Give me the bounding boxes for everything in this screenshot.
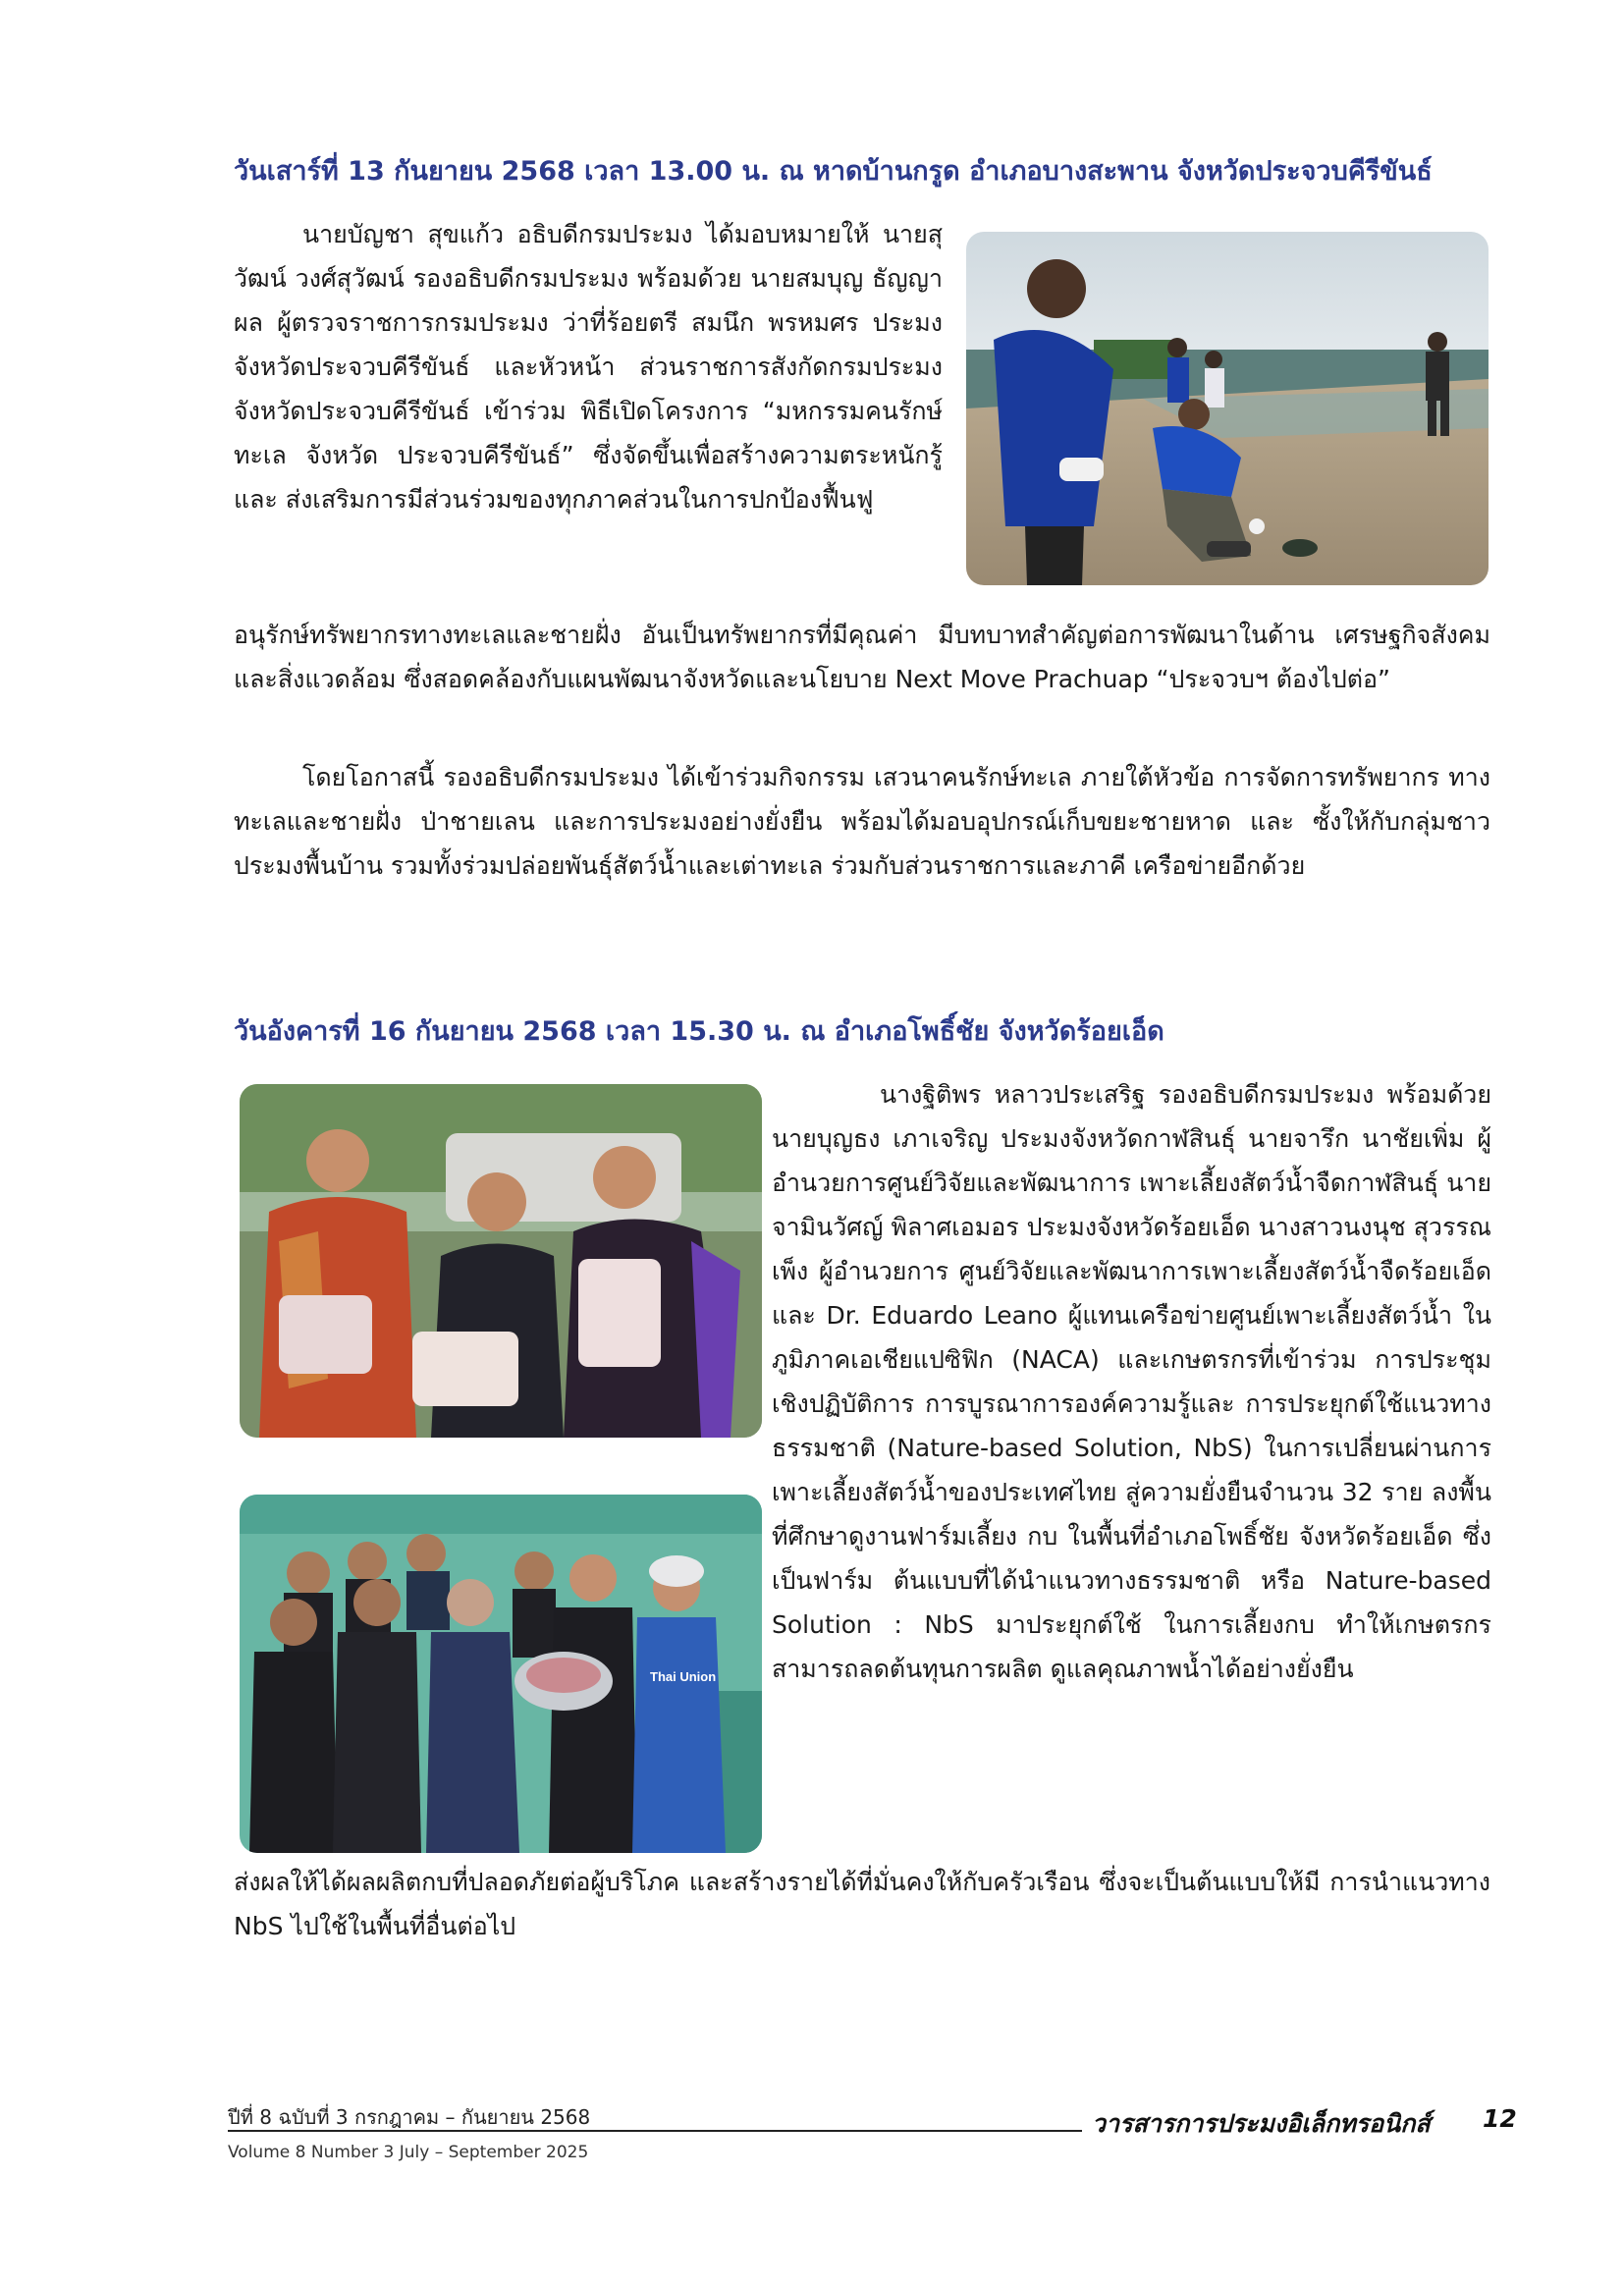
section1-paragraph1-bottom: อนุรักษ์ทรัพยากรทางทะเลและชายฝั่ง อันเป็นทรัพยากรที่มีคุณค่า มีบทบาทสำคัญต่อการพัฒนาในด้าน เศรษฐกิจสังคม และสิ่งแวดล้อม ซึ่งสอดคล้องกับแผนพัฒนาจังหวัดและนโยบาย Next Move Prachuap “ประจวบฯ ต้องไปต่อ” — [234, 621, 1490, 693]
page-number: 12 — [1483, 2104, 1517, 2133]
footer-issue-english: Volume 8 Number 3 July – September 2025 — [228, 2143, 589, 2162]
section2-heading: วันอังคารที่ 16 กันยายน 2568 เวลา 15.30 น. ณ อำเภอโพธิ์ชัย จังหวัดร้อยเอ็ด — [234, 1016, 1164, 1047]
footer-divider — [228, 2130, 1082, 2132]
section2-paragraph-top: นางฐิติพร หลาวประเสริฐ รองอธิบดีกรมประมง พร้อมด้วย นายบุญธง เภาเจริญ ประมงจังหวัดกาฬสินธุ์ นายจารึก นาชัยเพิ่ม ผู้อำนวยการศูนย์วิจัยและพัฒนาการ เพาะเลี้ยงสัตว์น้ำจืดกาฬสินธุ์ นายจามินวัศญ์ พิลาศเอมอร ประมงจังหวัดร้อยเอ็ด นางสาวนงนุช สุวรรณเพ็ง ผู้อำนวยการ ศูนย์วิจัยและพัฒนาการเพาะเลี้ยงสัตว์น้ำจืดร้อยเอ็ด และ Dr. Eduardo Leano ผู้แทนเครือข่ายศูนย์เพาะเลี้ยงสัตว์น้ำ ในภูมิภาคเอเชียแปซิฟิก (NACA) และเกษตรกรที่เข้าร่วม การประชุมเชิงปฏิบัติการ การบูรณาการองค์ความรู้และ การประยุกต์ใช้แนวทางธรรมชาติ (Nature-based Solution, NbS) ในการเปลี่ยนผ่านการเพาะเลี้ยงสัตว์น้ำของประเทศไทย สู่ความยั่งยืนจำนวน 32 ราย ลงพื้นที่ศึกษาดูงานฟาร์มเลี้ยง กบ ในพื้นที่อำเภอโพธิ์ชัย จังหวัดร้อยเอ็ด ซึ่งเป็นฟาร์ม ต้นแบบที่ได้นำแนวทางธรรมชาติ หรือ Nature-based Solution : NbS มาประยุกต์ใช้ ในการเลี้ยงกบ ทำให้เกษตรกร สามารถลดต้นทุนการผลิต ดูแลคุณภาพน้ำได้อย่างยั่งยืน — [772, 1080, 1491, 1683]
apron-logo-text: Thai Union — [650, 1669, 717, 1684]
section1-heading: วันเสาร์ที่ 13 กันยายน 2568 เวลา 13.00 น. ณ หาดบ้านกรูด อำเภอบางสะพาน จังหวัดประจวบคีรีขันธ์ — [234, 156, 1433, 187]
footer-journal-name: วารสารการประมงอิเล็กทรอนิกส์ — [1092, 2109, 1431, 2138]
footer-issue — [228, 2101, 590, 2162]
section1-paragraph2: โดยโอกาสนี้ รองอธิบดีกรมประมง ได้เข้าร่วมกิจกรรม เสวนาคนรักษ์ทะเล ภายใต้หัวข้อ การจัดการทรัพยากร ทางทะเลและชายฝั่ง ป่าชายเลน และการประมงอย่างยั่งยืน พร้อมได้มอบอุปกรณ์เก็บขยะชายหาด และ ซั้งให้กับกลุ่มชาวประมงพื้นบ้าน รวมทั้งร่วมปล่อยพันธุ์สัตว์น้ำและเต่าทะเล ร่วมกับส่วนราชการและภาคี เครือข่ายอีกด้วย — [234, 763, 1490, 880]
footer-issue-thai: ปีที่ 8 ฉบับที่ 3 กรกฎาคม – กันยายน 2568 — [228, 2105, 591, 2129]
section1-paragraph1-top: นายบัญชา สุขแก้ว อธิบดีกรมประมง ได้มอบหมายให้ นายสุวัฒน์ วงศ์สุวัฒน์ รองอธิบดีกรมประมง พร้อมด้วย นายสมบุญ ธัญญาผล ผู้ตรวจราชการกรมประมง ว่าที่ร้อยตรี สมนึก พรหมศร ประมงจังหวัดประจวบคีรีขันธ์ และหัวหน้า ส่วนราชการสังกัดกรมประมงจังหวัดประจวบคีรีขันธ์ เข้าร่วม พิธีเปิดโครงการ “มหกรรมคนรักษ์ทะเล จังหวัด ประจวบคีรีขันธ์” ซึ่งจัดขึ้นเพื่อสร้างความตระหนักรู้ และ ส่งเสริมการมีส่วนร่วมของทุกภาคส่วนในการปกป้องฟื้นฟู — [234, 220, 943, 514]
frog-farm-group-photo — [240, 1495, 762, 1853]
section2-paragraph-bottom: ส่งผลให้ได้ผลผลิตกบที่ปลอดภัยต่อผู้บริโภค และสร้างรายได้ที่มั่นคงให้กับครัวเรือน ซึ่งจะเป็นต้นแบบให้มี การนำแนวทาง NbS ไปใช้ในพื้นที่อื่นต่อไป — [234, 1868, 1490, 1940]
beach-release-photo — [966, 232, 1489, 585]
frog-product-photo — [240, 1084, 762, 1438]
